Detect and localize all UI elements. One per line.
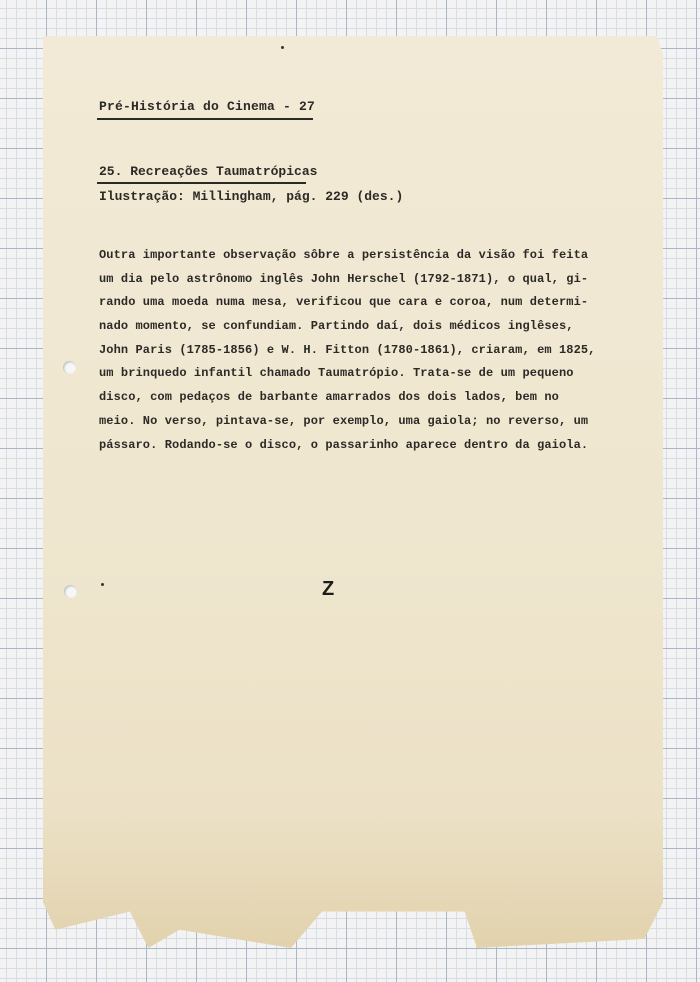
page-header: Pré-História do Cinema - 27 (99, 99, 316, 114)
text-line: pássaro. Rodando-se o disco, o passarinho aparece dentro da gaiola. (99, 437, 589, 452)
header-underline (97, 118, 313, 120)
illustration-reference: Ilustração: Millingham, pág. 229 (des.) (99, 189, 404, 204)
text-line: nado momento, se confundiam. Partindo daí, dois médicos inglêses, (99, 319, 574, 334)
text-line: um dia pelo astrônomo inglês John Herschel (1792-1871), o qual, gi- (99, 271, 589, 286)
punch-hole-upper (63, 361, 76, 374)
text-line: Outra importante observação sôbre a persistência da visão foi feita (99, 248, 589, 262)
text-line: um brinquedo infantil chamado Taumatrópio. Trata-se de um pequeno (99, 366, 574, 381)
ink-speck-left (101, 583, 104, 586)
text-line: rando uma moeda numa mesa, verificou que cara e coroa, num determi- (99, 295, 589, 310)
ink-speck-top (281, 46, 284, 49)
text-line: disco, com pedaços de barbante amarrados dos dois lados, bem no (99, 390, 559, 405)
body-paragraph (99, 244, 599, 457)
section-underline (97, 182, 306, 184)
text-line: meio. No verso, pintava-se, por exemplo, uma gaiola; no reverso, um (99, 413, 589, 428)
section-title: 25. Recreações Taumatrópicas (99, 164, 318, 179)
handwritten-mark: Z (322, 578, 335, 600)
text-line: John Paris (1785-1856) e W. H. Fitton (1780-1861), criaram, em 1825, (99, 342, 596, 357)
punch-hole-lower (64, 585, 77, 598)
